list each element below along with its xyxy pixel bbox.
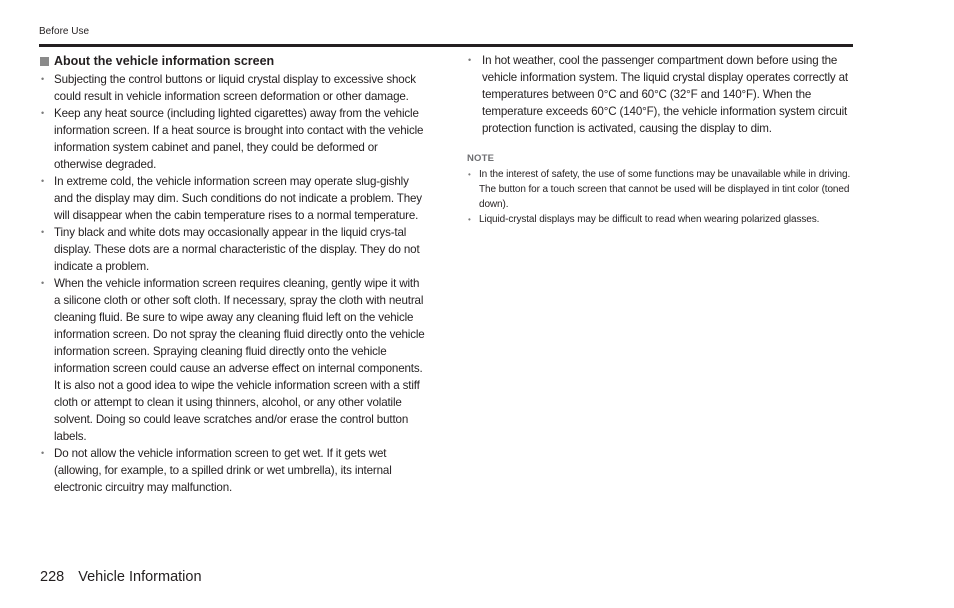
- note-item: [467, 212, 853, 227]
- bullet-icon: •: [41, 108, 45, 118]
- precautions-list-continued: [467, 52, 853, 137]
- bullet-icon: •: [41, 448, 45, 458]
- bullet-icon: •: [41, 227, 45, 237]
- left-column: [40, 52, 425, 496]
- header-rule: [39, 44, 853, 47]
- list-item: [40, 445, 425, 496]
- note-list: [467, 167, 853, 227]
- note-item-text: In the interest of safety, the use of some functions may be unavailable while in driving. The button for a touch screen that cannot be used will be displayed in tint color (toned down).: [479, 169, 851, 210]
- page-number: 228: [40, 569, 65, 585]
- list-item: [40, 173, 425, 224]
- note-item: [467, 167, 853, 212]
- running-header: Before Use: [39, 26, 90, 37]
- list-item-text: In hot weather, cool the passenger compartment down before using the vehicle information system. The liquid crystal display operates correctly at temperatures between 0°C and 60°C (32°F and 140°F). When the temperature exceeds 60°C (140°F), the vehicle information system circuit protection function is activated, causing the display to dim.: [482, 54, 848, 135]
- list-item: [40, 71, 425, 105]
- section-title: About the vehicle information screen: [54, 54, 275, 68]
- bullet-icon: •: [41, 176, 45, 186]
- footer-section-name: Vehicle Information: [78, 569, 202, 585]
- list-item: [467, 52, 853, 137]
- bullet-icon: •: [41, 74, 45, 84]
- section-heading: [40, 52, 425, 70]
- list-item-text: When the vehicle information screen requires cleaning, gently wipe it with a silicone cloth or other soft cloth. If necessary, spray the cloth with neutral cleaning fluid. Be sure to wipe away any cleaning fluid left on the vehicle information screen. Do not spray the cleaning fluid directly onto the vehicle information screen. Spraying cleaning fluid directly onto the vehicle information screen could cause an adverse effect on internal components. It is also not a good idea to wipe the vehicle information screen with a stiff cloth or attempt to clean it using thinners, alcohol, or any other volatile solvent. Doing so could leave scratches and/or erase the control button labels.: [54, 277, 425, 443]
- bullet-icon: •: [41, 278, 45, 288]
- bullet-icon: •: [468, 170, 471, 179]
- page-footer: [40, 569, 202, 585]
- list-item-text: Do not allow the vehicle information screen to get wet. If it gets wet (allowing, for example, to a spilled drink or wet umbrella), its internal electronic circuitry may malfunction.: [54, 447, 392, 494]
- note-item-text: Liquid-crystal displays may be difficult to read when wearing polarized glasses.: [479, 214, 820, 225]
- bullet-icon: •: [468, 55, 472, 65]
- list-item-text: Keep any heat source (including lighted cigarettes) away from the vehicle information screen. If a heat source is brought into contact with the vehicle information system cabinet and panel, they could be deformed or otherwise degraded.: [54, 107, 424, 171]
- list-item: [40, 275, 425, 445]
- bullet-icon: •: [468, 215, 471, 224]
- right-column: [467, 52, 853, 227]
- heading-square-icon: [40, 57, 49, 66]
- list-item: [40, 105, 425, 173]
- list-item-text: Subjecting the control buttons or liquid crystal display to excessive shock could result in vehicle information screen deformation or other damage.: [54, 73, 416, 103]
- list-item-text: In extreme cold, the vehicle information screen may operate slug-gishly and the display may dim. Such conditions do not indicate a problem. They will disappear when the cabin temperature rises to a normal temperature.: [54, 175, 422, 222]
- precautions-list: [40, 71, 425, 496]
- list-item: [40, 224, 425, 275]
- note-label: NOTE: [467, 153, 495, 164]
- list-item-text: Tiny black and white dots may occasionally appear in the liquid crys-tal display. These dots are a normal characteristic of the display. They do not indicate a problem.: [54, 226, 420, 273]
